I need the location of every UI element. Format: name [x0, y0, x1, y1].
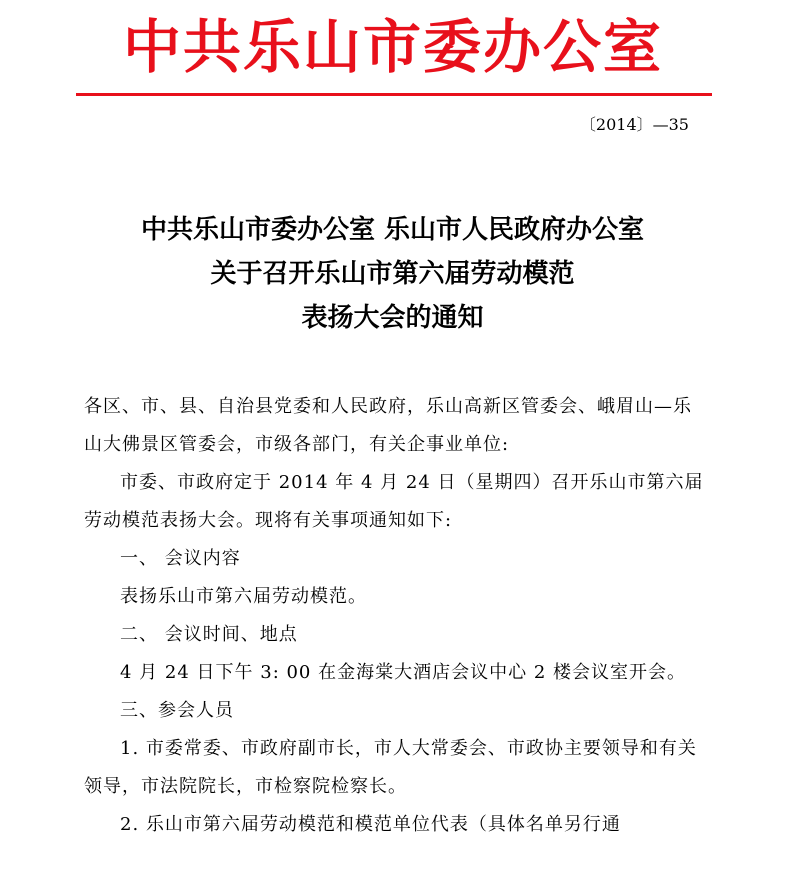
document-number: 〔2014〕—35 [579, 115, 689, 134]
title-line-1: 中共乐山市委办公室 乐山市人民政府办公室 [140, 215, 645, 245]
red-divider-line [76, 93, 712, 96]
section-3-heading: 三、参会人员 [120, 700, 234, 721]
document-title [60, 208, 725, 340]
section-1-heading: 一、 会议内容 [120, 548, 241, 569]
section-2-text: 4 月 24 日下午 3: 00 在金海棠大酒店会议中心 2 楼会议室开会。 [120, 662, 687, 683]
title-line-2: 关于召开乐山市第六届劳动模范 [210, 259, 575, 289]
section-3-item-1: 1. 市委常委、市政府副市长，市人大常委会、市政协主要领导和有关领导，市法院院长，市检察院检察长。 [84, 738, 697, 797]
document-body [84, 388, 704, 844]
addressees: 各区、市、县、自治县党委和人民政府，乐山高新区管委会、峨眉山—乐山大佛景区管委会，市级各部门，有关企事业单位: [84, 396, 692, 455]
section-3-item-2: 2. 乐山市第六届劳动模范和模范单位代表（具体名单另行通 [120, 814, 621, 835]
intro-paragraph: 市委、市政府定于 2014 年 4 月 24 日（星期四）召开乐山市第六届劳动模范表扬大会。现将有关事项通知如下: [84, 472, 704, 531]
issuing-organization-header: 中共乐山市委办公室 [122, 13, 663, 81]
section-1-text: 表扬乐山市第六届劳动模范。 [120, 586, 367, 607]
section-2-heading: 二、 会议时间、地点 [120, 624, 298, 645]
title-line-3: 表扬大会的通知 [301, 303, 484, 333]
